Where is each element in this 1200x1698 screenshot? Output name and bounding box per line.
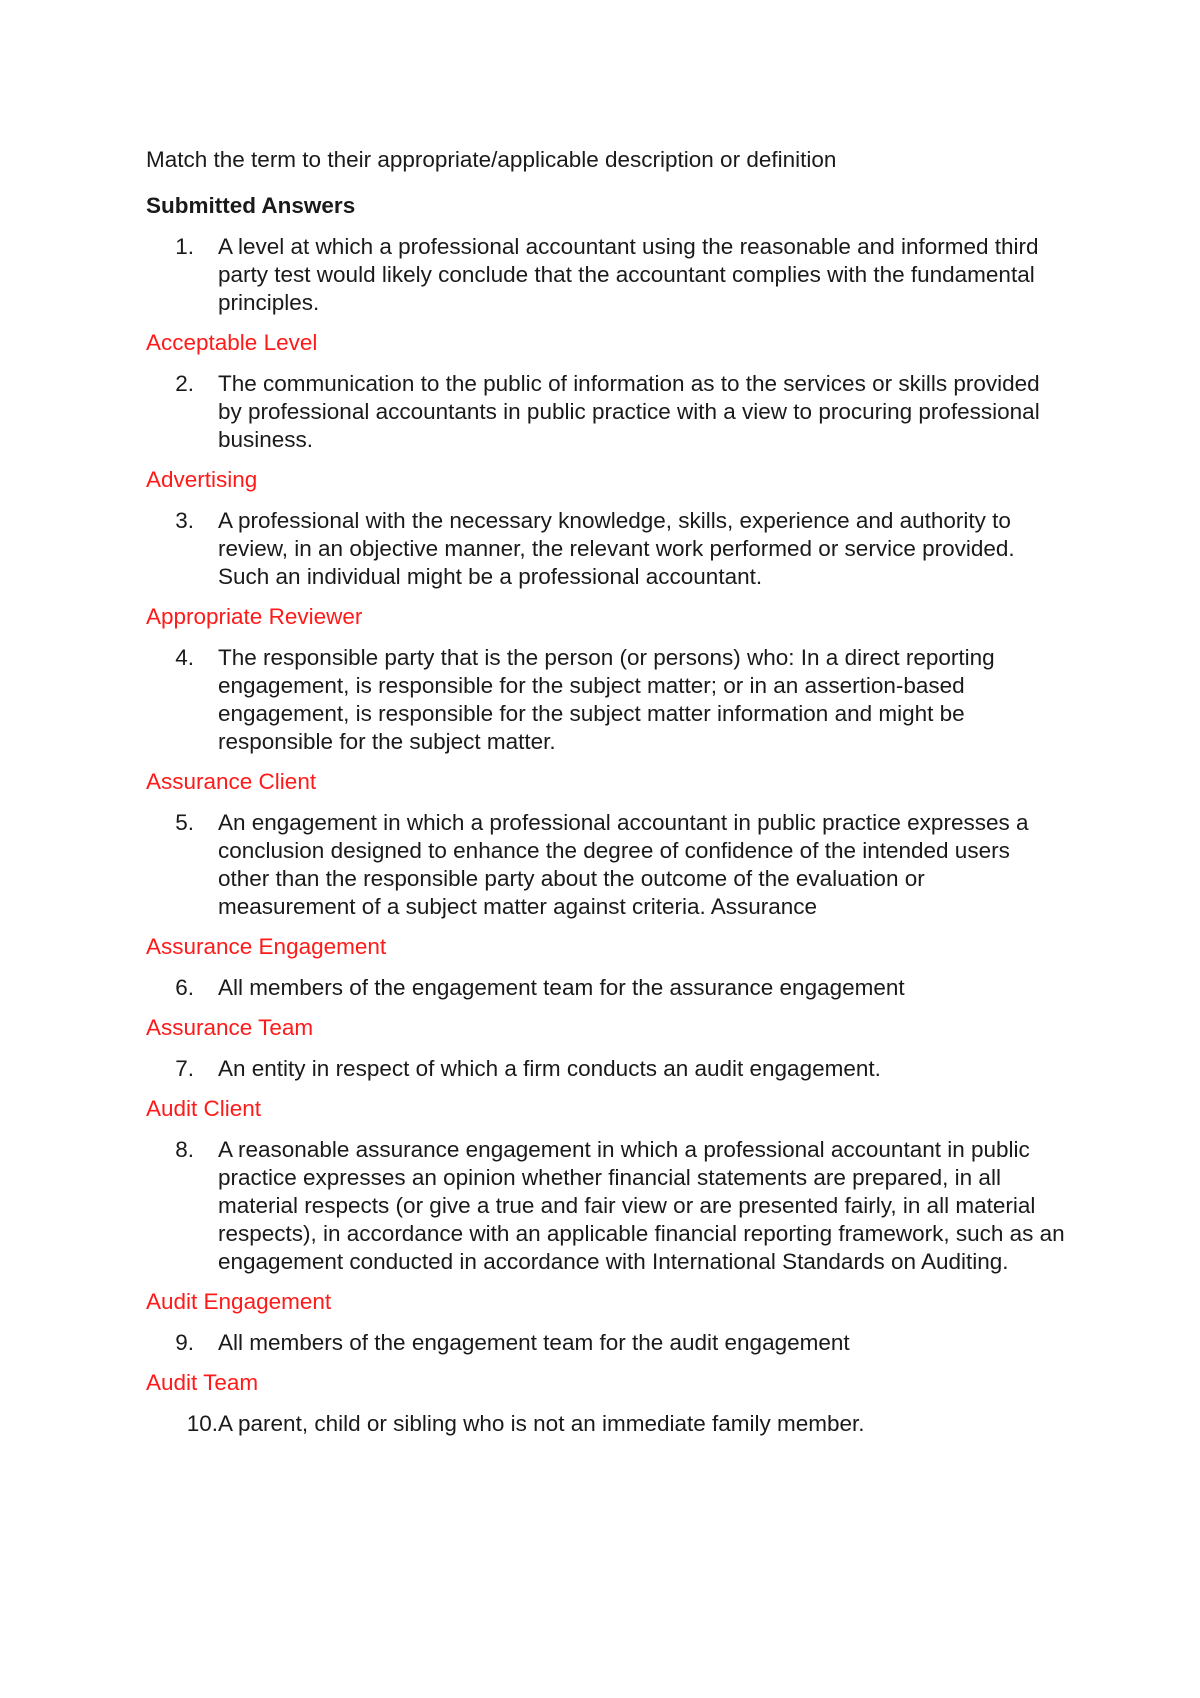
question-number: 2. [175, 371, 194, 396]
question-number-cell [146, 370, 218, 454]
question-text: A level at which a professional accountant using the reasonable and informed third party test would likely conclude that the accountant complies with the fundamental principles. [218, 234, 1039, 315]
question-item [146, 1329, 1066, 1357]
submitted-answer: Assurance Client [146, 769, 317, 794]
question-item [146, 1055, 1066, 1083]
question-text: The communication to the public of information as to the services or skills provided by professional accountants in public practice with a view to procuring professional business. [218, 371, 1040, 452]
question-number: 9. [175, 1330, 194, 1355]
submitted-answer: Audit Team [146, 1370, 259, 1395]
question-number: 8. [175, 1137, 194, 1162]
submitted-answer: Audit Engagement [146, 1289, 332, 1314]
question-item [146, 644, 1066, 756]
question-text: A professional with the necessary knowledge, skills, experience and authority to review, in an objective manner, the relevant work performed or service provided. Such an individual might be a professional accountant. [218, 508, 1015, 589]
question-item [146, 507, 1066, 591]
instructions-text: Match the term to their appropriate/applicable description or definition [146, 147, 837, 172]
question-number: 3. [175, 508, 194, 533]
document-content [146, 146, 1066, 1450]
question-number: 1. [175, 234, 194, 259]
question-number-cell [146, 1136, 218, 1276]
question-item [146, 974, 1066, 1002]
question-number: 6. [175, 975, 194, 1000]
question-text: A parent, child or sibling who is not an immediate family member. [218, 1411, 865, 1436]
question-number-cell [146, 233, 218, 317]
question-text: All members of the engagement team for the audit engagement [218, 1330, 850, 1355]
question-number: 5. [175, 810, 194, 835]
question-item [146, 1410, 1066, 1438]
question-number-cell [146, 1055, 218, 1083]
question-number-cell [146, 809, 218, 921]
submitted-answer: Appropriate Reviewer [146, 604, 363, 629]
question-item [146, 233, 1066, 317]
question-number-cell [146, 507, 218, 591]
submitted-answer: Acceptable Level [146, 330, 318, 355]
question-item [146, 370, 1066, 454]
question-item [146, 809, 1066, 921]
submitted-answer: Assurance Engagement [146, 934, 387, 959]
question-text: An engagement in which a professional accountant in public practice expresses a conclusion designed to enhance the degree of confidence of the intended users other than the responsible party about the outcome of the evaluation or measurement of a subject matter against criteria. Assurance [218, 810, 1029, 919]
question-text: The responsible party that is the person (or persons) who: In a direct reporting engagement, is responsible for the subject matter; or in an assertion-based engagement, is responsible for the subject matter information and might be responsible for the subject matter. [218, 645, 995, 754]
question-text: A reasonable assurance engagement in which a professional accountant in public practice expresses an opinion whether financial statements are prepared, in all material respects (or give a true and fair view or are presented fairly, in all material respects), in accordance with an applicable financial reporting framework, such as an engagement conducted in accordance with International Standards on Auditing. [218, 1137, 1065, 1274]
question-answer-list [146, 233, 1066, 1438]
question-text: All members of the engagement team for the assurance engagement [218, 975, 905, 1000]
question-item [146, 1136, 1066, 1276]
question-number: 7. [175, 1056, 194, 1081]
question-number-cell [146, 644, 218, 756]
question-number: 10. [186, 1411, 218, 1436]
submitted-answer: Advertising [146, 467, 258, 492]
submitted-answer: Assurance Team [146, 1015, 314, 1040]
submitted-answer: Audit Client [146, 1096, 262, 1121]
question-number-cell [146, 974, 218, 1002]
question-number-cell [146, 1410, 218, 1438]
question-number: 4. [175, 645, 194, 670]
submitted-answers-heading: Submitted Answers [146, 193, 356, 218]
question-text: An entity in respect of which a firm conducts an audit engagement. [218, 1056, 881, 1081]
question-number-cell [146, 1329, 218, 1357]
